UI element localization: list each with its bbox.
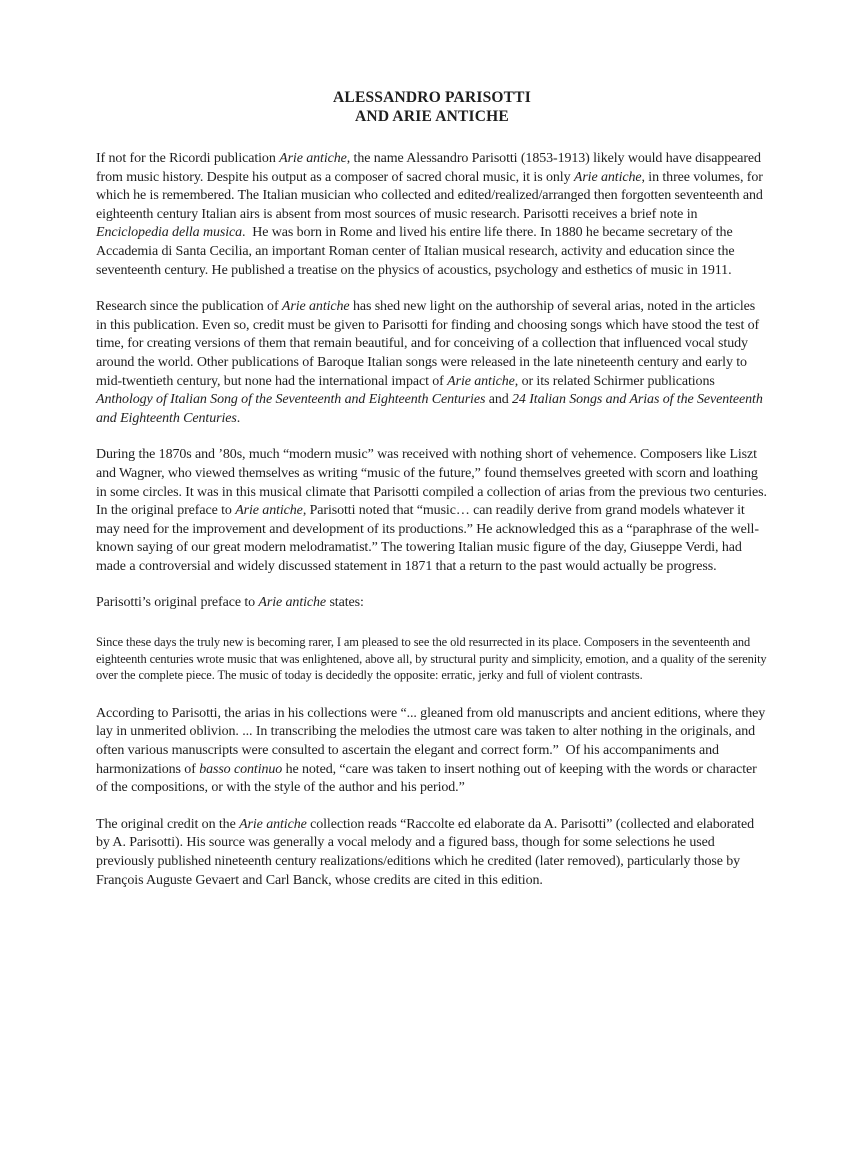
page-title <box>96 88 768 126</box>
block-quote: Since these days the truly new is becoming rarer, I am pleased to see the old resurrected in its place. Composers in the seventeenth and eighteenth centuries wrote music that was enlightened, above all, by structural purity and simplicity, emotion, and a quality of the serenity over the complete piece. The music of today is decidedly the opposite: erratic, jerky and full of violent contrasts. <box>96 635 770 683</box>
document-body <box>96 150 771 890</box>
paragraph: Parisotti’s original preface to Arie antiche states: <box>96 595 364 611</box>
title-line-2: AND ARIE ANTICHE <box>355 108 509 125</box>
paragraph: During the 1870s and ’80s, much “modern music” was received with nothing short of vehemence. Composers like Liszt and Wagner, who viewed themselves as writing “music of the future,” found themselves greeted with scorn and loathing in some circles. It was in this musical climate that Parisotti compiled a collection of arias from the previous two centuries. In the original preface to Arie antiche, Parisotti noted that “music… can readily derive from grand models whatever it may need for the improvement and development of its productions.” He acknowledged this as a “paraphrase of the well-known saying of our great modern melodramatist.” The towering Italian music figure of the day, Giuseppe Verdi, had made a controversial and widely discussed statement in 1871 that a return to the past would actually be progress. <box>96 447 771 574</box>
title-line-1: ALESSANDRO PARISOTTI <box>333 89 531 106</box>
paragraph: Research since the publication of Arie antiche has shed new light on the authorship of several arias, noted in the articles in this publication. Even so, credit must be given to Parisotti for finding and choosing songs which have stood the test of time, for creating versions of them that remain beautiful, and for conceiving of a collection that influenced vocal study around the world. Other publications of Baroque Italian songs were released in the late nineteenth century and early to mid-twentieth century, but none had the international impact of Arie antiche, or its related Schirmer publications Anthology of Italian Song of the Seventeenth and Eighteenth Centuries and 24 Italian Songs and Arias of the Seventeenth and Eighteenth Centuries. <box>96 299 767 426</box>
paragraph: According to Parisotti, the arias in his collections were “... gleaned from old manuscripts and ancient editions, where they lay in unmerited oblivion. ... In transcribing the melodies the utmost care was taken to alter nothing in the originals, and often various manuscripts were consulted to ascertain the elegant and correct form.” Of his accompaniments and harmonizations of basso continuo he noted, “care was taken to insert nothing out of keeping with the words or character of the compositions, or with the style of the author and his period.” <box>96 705 769 796</box>
paragraph: If not for the Ricordi publication Arie antiche, the name Alessandro Parisotti (1853-1913) likely would have disappeared from music history. Despite his output as a composer of sacred choral music, it is only Arie antiche, in three volumes, for which he is remembered. The Italian musician who collected and edited/realized/arranged then forgotten seventeenth and eighteenth century Italian airs is absent from most sources of music research. Parisotti receives a brief note in Enciclopedia della musica. He was born in Rome and lived his entire life there. In 1880 he became secretary of the Accademia di Santa Cecilia, an important Roman center of Italian musical research, activity and education since the seventeenth century. He published a treatise on the physics of acoustics, psychology and esthetics of music in 1911. <box>96 151 767 278</box>
paragraph: The original credit on the Arie antiche collection reads “Raccolte ed elaborate da A. Parisotti” (collected and elaborated by A. Parisotti). His source was generally a vocal melody and a figured bass, though for some selections he used previously published nineteenth century realizations/editions which he credited (later removed), particularly those by François Auguste Gevaert and Carl Banck, whose credits are cited in this edition. <box>96 816 758 888</box>
